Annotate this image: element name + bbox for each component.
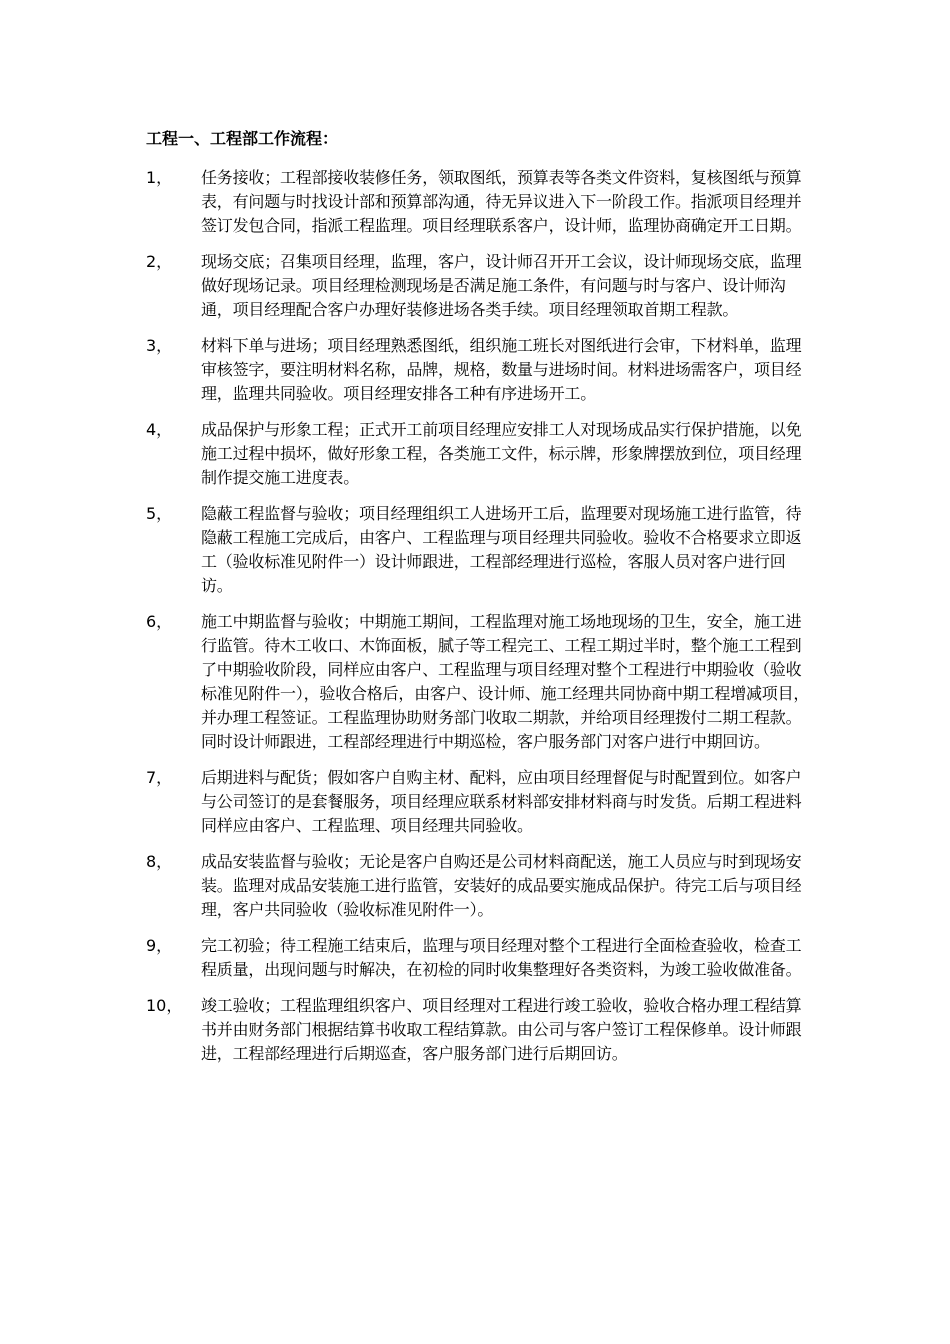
step-number: 8， [146, 852, 173, 871]
list-item [146, 250, 826, 322]
step-number: 1， [146, 168, 173, 187]
step-text: 任务接收；工程部接收装修任务，领取图纸，预算表等各类文件资料，复核图纸与预算表，有问题与时找设计部和预算部沟通，待无异议进入下一阶段工作。指派项目经理并签订发包合同，指派工程监理。项目经理联系客户，设计师，监理协商确定开工日期。 [201, 168, 802, 235]
list-item [146, 166, 826, 238]
step-number: 3， [146, 336, 173, 355]
step-text: 后期进料与配货；假如客户自购主材、配料，应由项目经理督促与时配置到位。如客户与公司签订的是套餐服务，项目经理应联系材料部安排材料商与时发货。后期工程进料同样应由客户、工程监理、项目经理共同验收。 [201, 768, 802, 835]
list-item [146, 850, 826, 922]
step-list [146, 166, 826, 1078]
step-number: 6， [146, 612, 173, 631]
step-text: 施工中期监督与验收；中期施工期间，工程监理对施工场地现场的卫生，安全，施工进行监管。待木工收口、木饰面板，腻子等工程完工、工程工期过半时，整个施工工程到了中期验收阶段，同样应由客户、工程监理与项目经理对整个工程进行中期验收（验收标准见附件一），验收合格后，由客户、设计师、施工经理共同协商中期工程增减项目，并办理工程签证。工程监理协助财务部门收取二期款，并给项目经理拨付二期工程款。同时设计师跟进，工程部经理进行中期巡检，客户服务部门对客户进行中期回访。 [201, 612, 810, 751]
step-number: 7， [146, 768, 173, 787]
list-item [146, 418, 826, 490]
step-number: 5， [146, 504, 173, 523]
step-text: 成品安装监督与验收；无论是客户自购还是公司材料商配送，施工人员应与时到现场安装。监理对成品安装施工进行监管，安装好的成品要实施成品保护。待完工后与项目经理，客户共同验收（验收标准见附件一）。 [201, 852, 802, 919]
step-number: 2， [146, 252, 173, 271]
list-item [146, 502, 826, 598]
step-text: 完工初验；待工程施工结束后，监理与项目经理对整个工程进行全面检查验收，检查工程质量，出现问题与时解决，在初检的同时收集整理好各类资料，为竣工验收做准备。 [201, 936, 802, 979]
step-text: 材料下单与进场；项目经理熟悉图纸，组织施工班长对图纸进行会审，下材料单，监理审核签字，要注明材料名称，品牌，规格，数量与进场时间。材料进场需客户，项目经理，监理共同验收。项目经理安排各工种有序进场开工。 [201, 336, 802, 403]
step-number: 9， [146, 936, 173, 955]
step-text: 隐蔽工程监督与验收；项目经理组织工人进场开工后，监理要对现场施工进行监管，待隐蔽工程施工完成后，由客户、工程监理与项目经理共同验收。验收不合格要求立即返工（验收标准见附件一）设计师跟进，工程部经理进行巡检，客服人员对客户进行回访。 [201, 504, 802, 595]
step-text: 竣工验收；工程监理组织客户、项目经理对工程进行竣工验收，验收合格办理工程结算书并由财务部门根据结算书收取工程结算款。由公司与客户签订工程保修单。设计师跟进，工程部经理进行后期巡查，客户服务部门进行后期回访。 [201, 996, 802, 1063]
list-item [146, 766, 826, 838]
step-number: 10， [146, 996, 183, 1015]
list-item [146, 334, 826, 406]
list-item [146, 994, 826, 1066]
step-text: 现场交底；召集项目经理，监理，客户，设计师召开开工会议，设计师现场交底，监理做好现场记录。项目经理检测现场是否满足施工条件，有问题与时与客户、设计师沟通，项目经理配合客户办理好装修进场各类手续。项目经理领取首期工程款。 [201, 252, 802, 319]
list-item [146, 610, 826, 754]
step-number: 4， [146, 420, 173, 439]
step-text: 成品保护与形象工程；正式开工前项目经理应安排工人对现场成品实行保护措施，以免施工过程中损坏，做好形象工程，各类施工文件，标示牌，形象牌摆放到位，项目经理制作提交施工进度表。 [201, 420, 802, 487]
list-item [146, 934, 826, 982]
document-title: 工程一、工程部工作流程： [146, 129, 339, 148]
